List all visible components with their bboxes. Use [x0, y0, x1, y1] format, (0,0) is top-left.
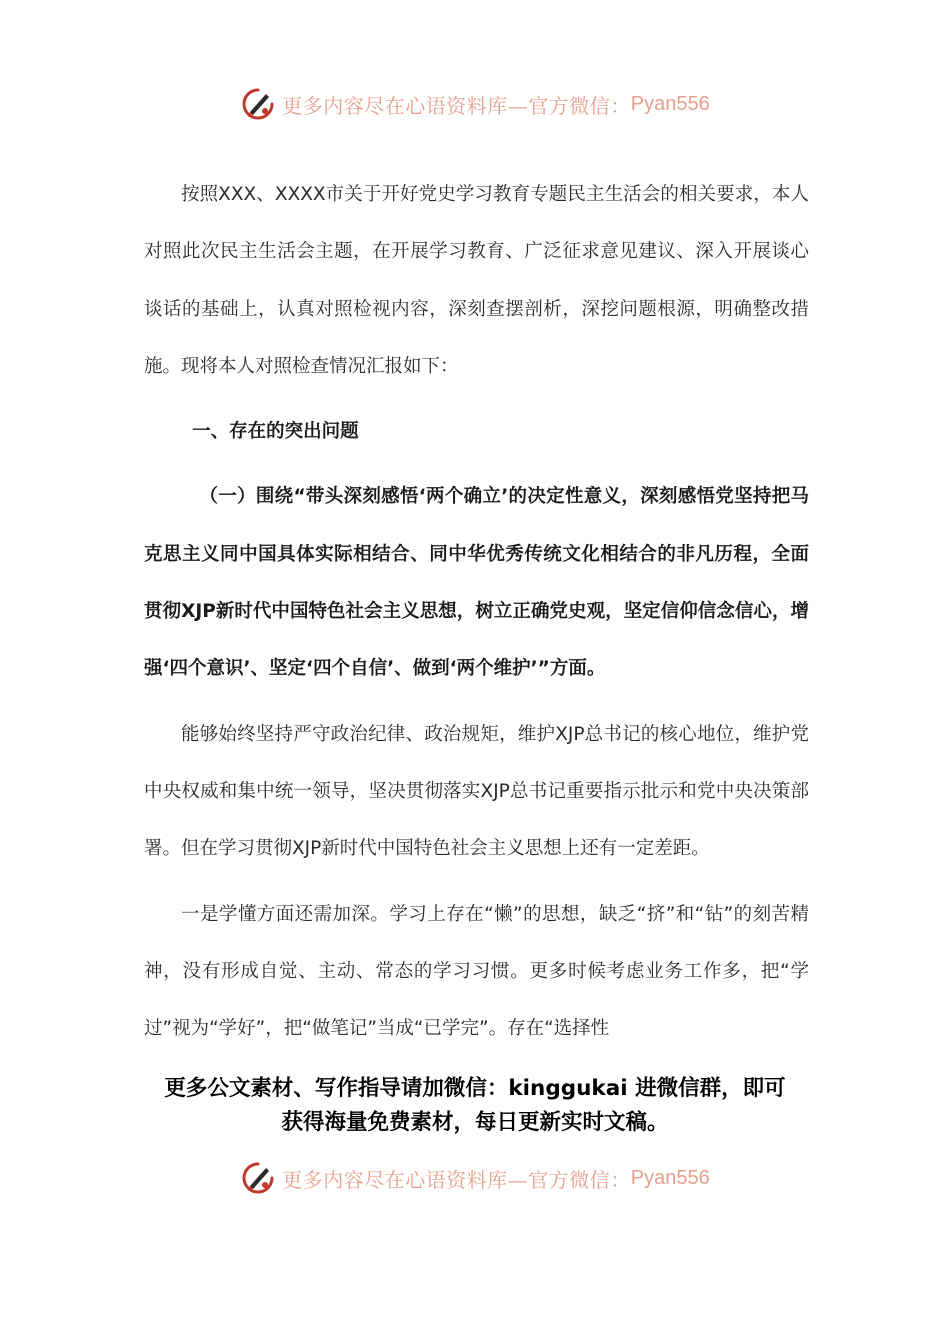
watermark-banner-bottom: [0, 1154, 950, 1202]
watermark-wechat-id: Pyan556: [630, 1166, 710, 1189]
promo-line-2: 获得海量免费素材，每日更新实时文稿。: [281, 1110, 669, 1135]
intro-paragraph: 按照XXX、XXXX市关于开好党史学习教育专题民主生活会的相关要求，本人对照此次民主生活会主题，在开展学习教育、广泛征求意见建议、深入开展谈心谈话的基础上，认真对照检视内容，深刻查摆剖析，深挖问题根源，明确整改措施。现将本人对照检查情况汇报如下：: [144, 184, 809, 377]
watermark-wechat-id: Pyan556: [630, 92, 710, 115]
promo-notice: [140, 1072, 810, 1140]
section-heading: 一、存在的突出问题: [192, 421, 359, 443]
promo-line-1: 更多公文素材、写作指导请加微信：kinggukai 进微信群，即可: [164, 1076, 786, 1101]
watermark-banner-top: [0, 80, 950, 128]
body-paragraph-2: 一是学懂方面还需加深。学习上存在“懒”的思想，缺乏“挤”和“钻”的刻苦精神，没有形成自觉、主动、常态的学习习惯。更多时候考虑业务工作多，把“学过”视为“学好”，把“做笔记”当成“已学完”。存在“选择性: [144, 903, 809, 1040]
quill-pen-circle-icon: [240, 1160, 276, 1196]
body-paragraph-1: 能够始终坚持严守政治纪律、政治规矩，维护XJP总书记的核心地位，维护党中央权威和集中统一领导，坚决贯彻落实XJP总书记重要指示批示和党中央决策部署。但在学习贯彻XJP新时代中国特色社会主义思想上还有一定差距。: [144, 723, 809, 860]
quill-pen-circle-icon: [240, 86, 276, 122]
watermark-text: 更多内容尽在心语资料库—官方微信：: [282, 93, 631, 118]
subsection-heading: （一）围绕“带头深刻感悟‘两个确立’的决定性意义，深刻感悟党坚持把马克思主义同中国具体实际相结合、同中华优秀传统文化相结合的非凡历程，全面贯彻XJP新时代中国特色社会主义思想，树立正确党史观，坚定信仰信念信心，增强‘四个意识’、坚定‘四个自信’、做到‘两个维护’”方面。: [144, 486, 809, 680]
watermark-text: 更多内容尽在心语资料库—官方微信：: [282, 1167, 631, 1192]
document-body: [144, 166, 809, 1065]
